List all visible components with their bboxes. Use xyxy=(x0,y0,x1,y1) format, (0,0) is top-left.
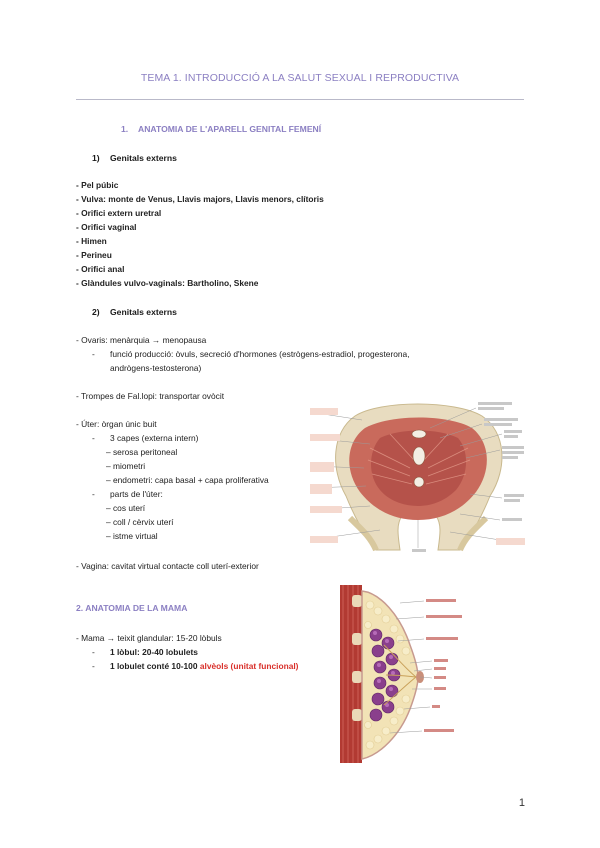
list-item: - Orifici vaginal xyxy=(76,222,137,232)
title-divider xyxy=(76,99,524,100)
list-item: - Orifici extern uretral xyxy=(76,208,162,218)
lobulet-line xyxy=(110,659,298,673)
section1-number: 1. xyxy=(121,124,129,134)
subsection1-number: 1) xyxy=(92,153,100,163)
uter-capes: 3 capes (externa intern) xyxy=(110,433,199,443)
lobul-dash: - xyxy=(92,647,95,657)
list-item: - Perineu xyxy=(76,250,112,260)
uter-capa-2: – miometri xyxy=(106,461,146,471)
list-item: - Pel púbic xyxy=(76,180,119,190)
breast-anatomy-figure xyxy=(340,585,465,763)
uter-capa-3: – endometri: capa basal + capa proliferativa xyxy=(106,475,269,485)
subsection2-label: Genitals externs xyxy=(110,307,177,317)
list-item: - Orifici anal xyxy=(76,264,125,274)
uter-capes-dash: - xyxy=(92,433,95,443)
uter-part-2: – coll / cèrvix uterí xyxy=(106,517,174,527)
lobulet-dash: - xyxy=(92,661,95,671)
subsection2-number: 2) xyxy=(92,307,100,317)
trompes-line: - Trompes de Fal.lopi: transportar ovòcit xyxy=(76,391,225,401)
ovaris-dash: - xyxy=(92,349,95,359)
breast-cross-section-illustration xyxy=(340,585,465,763)
list-item: - Himen xyxy=(76,236,107,246)
lobul-line: 1 lòbul: 20-40 lobulets xyxy=(110,647,198,657)
list-item: - Glàndules vulvo-vaginals: Bartholino, Skene xyxy=(76,278,259,288)
page-number: 1 xyxy=(518,797,525,809)
vagina-line: - Vagina: cavitat virtual contacte coll uterí-exterior xyxy=(76,561,259,571)
ovaris-function-2: andrògens-testosterona) xyxy=(110,363,202,373)
uter-line: - Úter: òrgan únic buit xyxy=(76,419,157,429)
ovaris-line: - Ovaris: menàrquia → menopausa xyxy=(76,335,207,345)
pelvic-floor-illustration xyxy=(310,398,525,553)
uter-part-1: – cos uterí xyxy=(106,503,146,513)
ovaris-function-1: funció producció: òvuls, secreció d'hormones (estrògens-estradiol, progesterona, xyxy=(110,349,410,359)
section1-heading: ANATOMIA DE L'APARELL GENITAL FEMENÍ xyxy=(138,124,322,134)
list-item: - Vulva: monte de Venus, Llavis majors, Llavis menors, clítoris xyxy=(76,194,324,204)
uter-capa-1: – serosa peritoneal xyxy=(106,447,178,457)
pelvic-floor-figure xyxy=(310,398,525,553)
uter-parts: parts de l'úter: xyxy=(110,489,163,499)
lobulet-text: 1 lobulet conté 10-100 xyxy=(110,661,200,671)
genitals-list xyxy=(76,178,324,290)
document-title: TEMA 1. INTRODUCCIÓ A LA SALUT SEXUAL I REPRODUCTIVA xyxy=(140,72,460,84)
uter-parts-dash: - xyxy=(92,489,95,499)
uter-part-3: – istme virtual xyxy=(106,531,158,541)
alveols-highlight: alvèols (unitat funcional) xyxy=(199,661,299,671)
section2-heading: 2. ANATOMIA DE LA MAMA xyxy=(76,603,188,613)
subsection1-label: Genitals externs xyxy=(110,153,177,163)
mama-line: - Mama → teixit glandular: 15-20 lòbuls xyxy=(76,633,222,643)
